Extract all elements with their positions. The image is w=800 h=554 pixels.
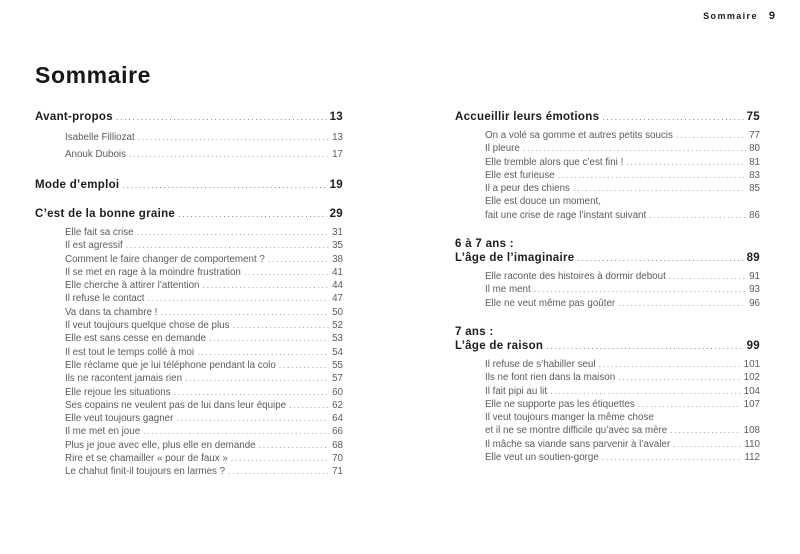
toc-entry-row — [35, 319, 343, 332]
toc-heading-page: 29 — [329, 208, 343, 220]
toc-entry-page: 38 — [332, 253, 343, 265]
dot-leader — [185, 372, 329, 385]
toc-heading-row — [35, 110, 343, 124]
toc-entry-label: Il fait pipi au lit — [485, 385, 548, 397]
toc-entry-row — [455, 129, 760, 142]
toc-entry-label: Elle cherche à attirer l’attention — [65, 280, 200, 292]
toc-entry-row — [35, 452, 343, 465]
toc-entry-row — [455, 451, 760, 464]
dot-leader — [143, 425, 329, 438]
toc-heading-page: 13 — [329, 111, 343, 123]
toc-heading-row — [455, 339, 760, 353]
toc-entry-label: Il est agressif — [65, 240, 123, 252]
toc-heading-page: 89 — [746, 252, 760, 265]
toc-entry-label: Ses copains ne veulent pas de lui dans leur équipe — [65, 399, 287, 411]
toc-entry-page: 80 — [749, 143, 760, 155]
dot-leader — [209, 332, 329, 345]
dot-leader — [534, 283, 746, 296]
toc-entry-row — [455, 297, 760, 310]
toc-entry-page: 50 — [332, 306, 343, 318]
toc-entry-label: Elle est furieuse — [485, 169, 555, 181]
dot-leader — [126, 239, 329, 252]
toc-entry-page: 85 — [749, 183, 760, 195]
toc-entry-row — [455, 411, 760, 424]
toc-entry-page: 62 — [332, 399, 343, 411]
toc-entry-row — [455, 195, 760, 208]
toc-section-entries — [455, 270, 760, 310]
toc-entry-label: Elle fait sa crise — [65, 227, 134, 238]
toc-entry-page: 70 — [332, 453, 343, 465]
toc-entry-row — [35, 332, 343, 345]
toc-heading-label: L’âge de raison — [455, 339, 544, 352]
toc-entry-row — [35, 306, 343, 319]
toc-entry-page: 86 — [749, 209, 760, 221]
toc-entry-row — [35, 292, 343, 305]
toc-section-entries — [455, 358, 760, 464]
toc-entry-label: Elle réclame que je lui téléphone pendant la colo — [65, 359, 276, 371]
toc-entry-row — [455, 358, 760, 371]
toc-entry-row — [35, 129, 343, 146]
toc-entry-page: 110 — [744, 438, 760, 450]
toc-entry-label: Anouk Dubois — [65, 149, 126, 160]
toc-entry-row — [455, 371, 760, 384]
running-header — [703, 10, 775, 22]
toc-entry-label: Elle ne supporte pas les étiquettes — [485, 398, 635, 410]
toc-entry-label: Va dans ta chambre ! — [65, 306, 158, 318]
toc-entry-row — [455, 424, 760, 437]
toc-entry-row — [35, 346, 343, 359]
toc-heading-label: Avant-propos — [35, 111, 113, 123]
dot-leader — [546, 339, 743, 353]
toc-entry-label: et il ne se montre difficile qu’avec sa mère — [485, 425, 668, 437]
toc-entry-page: 64 — [332, 413, 343, 425]
toc-section — [35, 207, 343, 479]
toc-section — [455, 325, 760, 464]
toc-heading-row — [35, 178, 343, 192]
dot-leader — [231, 452, 329, 465]
dot-leader — [673, 438, 741, 451]
toc-entry-page: 54 — [332, 346, 343, 358]
toc-entry-page: 13 — [332, 132, 343, 143]
dot-leader — [618, 297, 746, 310]
dot-leader — [558, 169, 746, 182]
toc-entry-row — [35, 386, 343, 399]
dot-leader — [259, 439, 329, 452]
dot-leader — [137, 226, 329, 239]
toc-section-entries — [35, 129, 343, 163]
toc-entry-label: Il refuse de s’habiller seul — [485, 358, 596, 370]
running-header-page-number: 9 — [768, 10, 775, 22]
toc-entry-page: 96 — [749, 297, 760, 309]
toc-heading-row — [455, 251, 760, 265]
toc-heading-page: 99 — [746, 339, 760, 352]
dot-leader — [268, 253, 329, 266]
dot-leader — [232, 319, 329, 332]
toc-entry-label: Plus je joue avec elle, plus elle en demande — [65, 439, 256, 451]
toc-heading-label: 6 à 7 ans : — [455, 238, 514, 251]
toc-entry-row — [35, 465, 343, 478]
toc-entry-label: Elle tremble alors que c’est fini ! — [485, 156, 624, 168]
toc-entry-page: 52 — [332, 320, 343, 332]
toc-entry-label: Elle raconte des histoires à dormir debout — [485, 271, 666, 283]
toc-entry-row — [455, 385, 760, 398]
toc-entry-page: 55 — [332, 359, 343, 371]
toc-entry-page: 44 — [332, 280, 343, 292]
toc-entry-row — [455, 438, 760, 451]
toc-heading-page: 75 — [746, 111, 760, 123]
toc-entry-label: Elle rejoue les situations — [65, 386, 171, 398]
toc-entry-page: 93 — [749, 284, 760, 296]
dot-leader — [160, 306, 329, 319]
toc-entry-label: Il veut toujours quelque chose de plus — [65, 320, 230, 332]
toc-entry-page: 66 — [332, 426, 343, 438]
dot-leader — [178, 207, 326, 221]
toc-entry-label: Il se met en rage à la moindre frustration — [65, 266, 241, 278]
toc-entry-page: 60 — [332, 386, 343, 398]
toc-heading-label: L’âge de l’imaginaire — [455, 252, 575, 265]
toc-entry-row — [35, 146, 343, 163]
toc-entry-label: Isabelle Filliozat — [65, 132, 135, 143]
toc-entry-label: Il pleure — [485, 143, 520, 155]
toc-entry-label: Elle ne veut même pas goûter — [485, 297, 616, 309]
toc-entry-row — [455, 169, 760, 182]
toc-section-entries — [35, 226, 343, 479]
toc-entry-page: 108 — [743, 425, 760, 437]
dot-leader — [176, 412, 329, 425]
toc-entry-page: 71 — [332, 466, 343, 478]
toc-heading-row — [455, 237, 760, 251]
toc-entry-label: Il me met en joue — [65, 426, 141, 438]
toc-entry-page: 31 — [332, 227, 343, 238]
dot-leader — [116, 110, 327, 124]
toc-entry-row — [455, 142, 760, 155]
dot-leader — [244, 266, 329, 279]
toc-heading-row — [455, 325, 760, 339]
toc-entry-page: 35 — [332, 240, 343, 252]
toc-entry-row — [35, 226, 343, 239]
dot-leader — [626, 156, 746, 169]
dot-leader — [638, 398, 741, 411]
dot-leader — [197, 346, 329, 359]
toc-entry-label: fait une crise de rage l’instant suivant — [485, 209, 647, 221]
toc-entry-label: Comment le faire changer de comportement ? — [65, 253, 265, 265]
toc-entry-page: 68 — [332, 439, 343, 451]
dot-leader — [577, 251, 743, 265]
toc-entry-row — [35, 239, 343, 252]
dot-leader — [676, 129, 746, 142]
toc-entry-page: 17 — [332, 149, 343, 160]
toc-entry-page: 81 — [749, 156, 760, 168]
toc-entry-label: Elle veut toujours gagner — [65, 413, 174, 425]
toc-entry-label: On a volé sa gomme et autres petits soucis — [485, 130, 673, 141]
toc-heading-label: 7 ans : — [455, 325, 494, 338]
toc-heading-page: 19 — [329, 179, 343, 191]
running-header-title: Sommaire — [703, 11, 758, 21]
toc-entry-page: 102 — [743, 372, 760, 384]
dot-leader — [573, 182, 746, 195]
toc-entry-label: Elle veut un soutien-gorge — [485, 452, 599, 464]
toc-entry-row — [455, 182, 760, 195]
toc-section — [35, 178, 343, 192]
toc-entry-row — [455, 398, 760, 411]
toc-entry-page: 41 — [332, 266, 343, 278]
dot-leader — [138, 129, 329, 146]
page-title: Sommaire — [35, 62, 152, 88]
toc-heading-label: Mode d’emploi — [35, 179, 120, 191]
toc-section — [455, 110, 760, 222]
toc-entry-label: Le chahut finit-il toujours en larmes ? — [65, 466, 226, 478]
toc-entry-row — [35, 399, 343, 412]
dot-leader — [148, 292, 330, 305]
dot-leader — [129, 146, 329, 163]
dot-leader — [203, 279, 330, 292]
toc-section-entries — [455, 129, 760, 222]
toc-entry-label: Il mâche sa viande sans parvenir à l’avaler — [485, 438, 671, 450]
dot-leader — [523, 142, 746, 155]
toc-column-right — [455, 110, 760, 464]
dot-leader — [279, 359, 329, 372]
toc-entry-page: 104 — [743, 385, 760, 397]
toc-entry-row — [455, 209, 760, 222]
toc-entry-page: 112 — [744, 452, 760, 464]
toc-entry-page: 77 — [749, 130, 760, 141]
toc-heading-row — [455, 110, 760, 124]
toc-entry-label: Elle est douce un moment, — [485, 196, 601, 208]
toc-entry-label: Il me ment — [485, 284, 531, 296]
toc-entry-label: Elle est sans cesse en demande — [65, 333, 207, 345]
toc-section — [35, 110, 343, 163]
dot-leader — [599, 358, 741, 371]
toc-entry-page: 91 — [749, 271, 760, 283]
toc-entry-row — [35, 359, 343, 372]
toc-entry-row — [35, 266, 343, 279]
toc-entry-page: 53 — [332, 333, 343, 345]
toc-entry-row — [455, 156, 760, 169]
toc-entry-page: 57 — [332, 373, 343, 385]
dot-leader — [669, 270, 746, 283]
toc-entry-row — [35, 439, 343, 452]
toc-entry-page: 47 — [332, 293, 343, 305]
dot-leader — [289, 399, 329, 412]
toc-entry-row — [455, 270, 760, 283]
dot-leader — [670, 424, 740, 437]
toc-entry-page: 83 — [749, 169, 760, 181]
toc-entry-page: 107 — [743, 398, 760, 410]
dot-leader — [618, 371, 740, 384]
toc-entry-row — [35, 425, 343, 438]
toc-entry-row — [35, 412, 343, 425]
dot-leader — [122, 178, 326, 192]
dot-leader — [550, 385, 741, 398]
toc-entry-page: 101 — [743, 358, 760, 370]
toc-entry-label: Il a peur des chiens — [485, 183, 570, 195]
toc-entry-row — [35, 372, 343, 385]
dot-leader — [174, 386, 329, 399]
toc-heading-row — [35, 207, 343, 221]
dot-leader — [602, 451, 742, 464]
toc-entry-label: Il est tout le temps collé à moi — [65, 346, 195, 358]
toc-heading-label: C’est de la bonne graine — [35, 208, 176, 220]
toc-entry-row — [455, 283, 760, 296]
toc-section — [455, 237, 760, 310]
toc-entry-label: Ils ne racontent jamais rien — [65, 373, 183, 385]
toc-entry-label: Il veut toujours manger la même chose — [485, 412, 654, 424]
toc-column-left — [35, 110, 343, 479]
toc-entry-row — [35, 279, 343, 292]
dot-leader — [228, 465, 329, 478]
toc-entry-row — [35, 253, 343, 266]
toc-entry-label: Rire et se chamailler « pour de faux » — [65, 453, 228, 465]
toc-heading-label: Accueillir leurs émotions — [455, 111, 600, 123]
dot-leader — [649, 209, 746, 222]
dot-leader — [602, 110, 743, 124]
toc-entry-label: Il refuse le contact — [65, 293, 145, 305]
toc-entry-label: Ils ne font rien dans la maison — [485, 372, 616, 384]
